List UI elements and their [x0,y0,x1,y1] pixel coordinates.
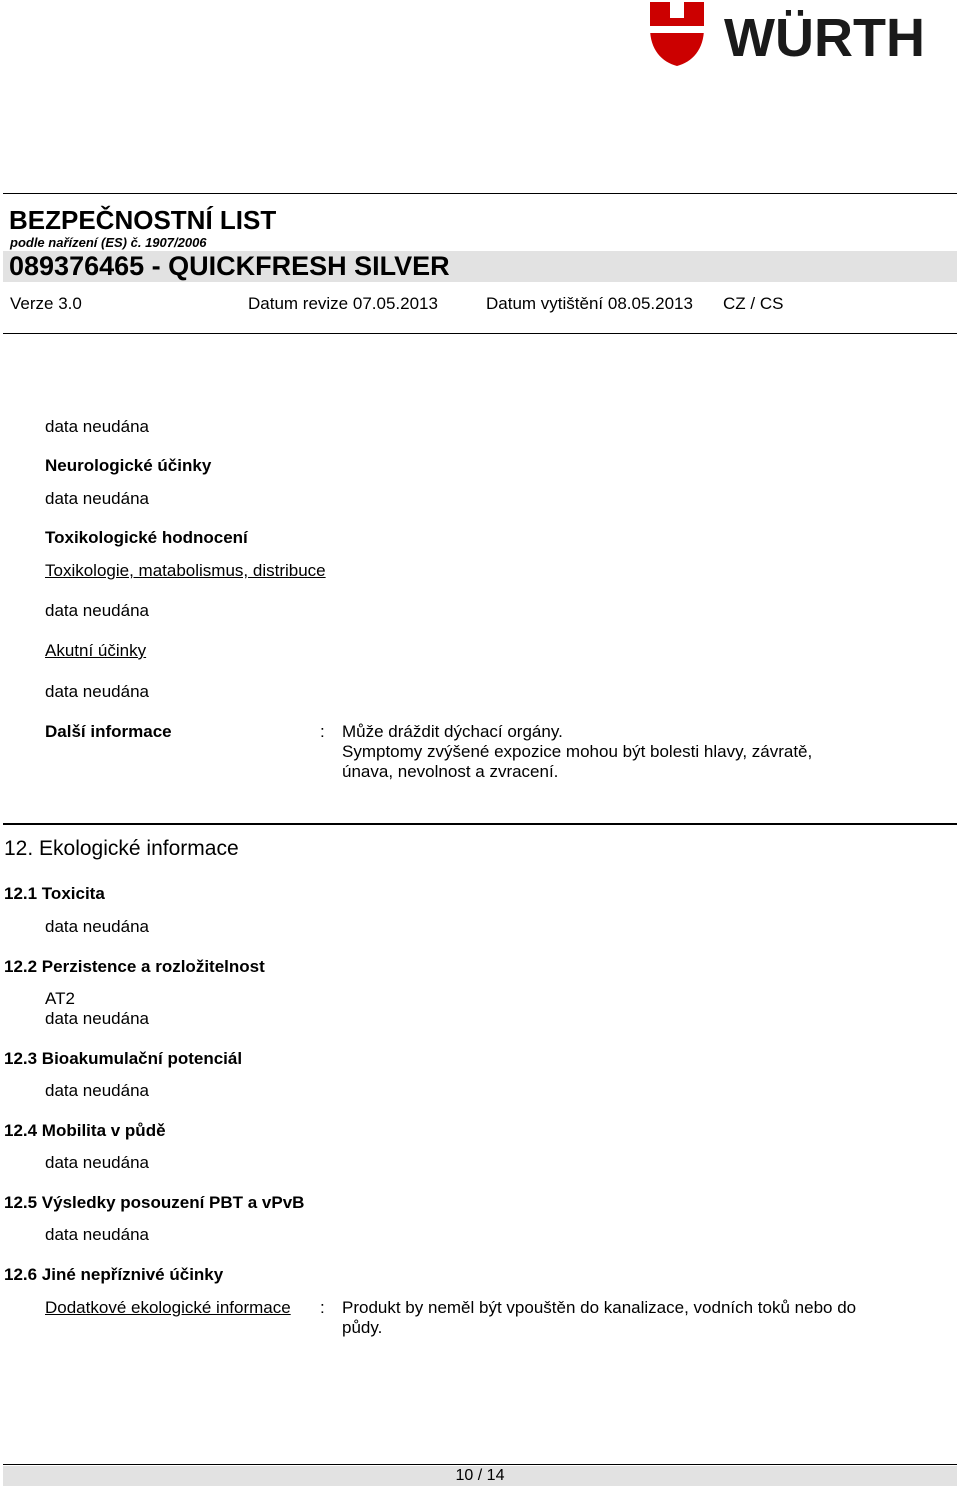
pbt-value: data neudána [45,1225,149,1244]
document-title: BEZPEČNOSTNÍ LIST [9,205,277,235]
further-info-separator: : [320,722,325,741]
toxicity-value: data neudána [45,917,149,936]
additional-eco-info-label: Dodatkové ekologické informace [45,1298,291,1317]
revision-date: Datum revize 07.05.2013 [248,294,438,313]
section-12-rule [3,823,957,825]
neuro-value: data neudána [45,489,149,508]
wurth-logo [648,0,960,75]
other-effects-heading: 12.6 Jiné nepříznivé účinky [4,1265,224,1284]
mobility-heading: 12.4 Mobilita v půdě [4,1121,166,1140]
persistence-heading: 12.2 Perzistence a rozložitelnost [4,957,265,976]
persistence-value-1: AT2 [45,989,75,1008]
additional-eco-info-line-1: Produkt by neměl být vpouštěn do kanalizace, vodních toků nebo do [342,1298,857,1317]
pbt-heading: 12.5 Výsledky posouzení PBT a vPvB [4,1193,305,1212]
additional-eco-info-line-2: půdy. [342,1318,383,1337]
wurth-emblem-icon [650,2,704,66]
wurth-logo-graphic [648,0,960,70]
additional-eco-info-separator: : [320,1298,325,1317]
toxicity-heading: 12.1 Toxicita [4,884,105,903]
header-top-rule [3,193,957,194]
further-info-line-3: únava, nevolnost a zvracení. [342,762,559,781]
info-value: data neudána [45,417,149,436]
bioaccumulation-heading: 12.3 Bioakumulační potenciál [4,1049,243,1068]
page-number: 10 / 14 [455,1467,505,1484]
tox-metab-heading: Toxikologie, matabolismus, distribuce [45,561,326,580]
document-subtitle: podle nařízení (ES) č. 1907/2006 [10,235,207,250]
wurth-wordmark: WÜRTH [724,8,925,68]
acute-value: data neudána [45,682,149,701]
header-bottom-rule [3,333,957,334]
further-info-line-1: Může dráždit dýchací orgány. [342,722,563,741]
locale: CZ / CS [723,294,784,313]
further-info-line-2: Symptomy zvýšené expozice mohou být bolesti hlavy, závratě, [342,742,813,761]
further-info-label: Další informace [45,722,172,741]
product-name: 089376465 - QUICKFRESH SILVER [9,251,450,281]
mobility-value: data neudána [45,1153,149,1172]
print-date: Datum vytištění 08.05.2013 [486,294,693,313]
neuro-heading: Neurologické účinky [45,456,212,475]
section-12-heading: 12. Ekologické informace [4,837,239,860]
footer-rule [3,1464,957,1465]
version: Verze 3.0 [10,294,82,313]
tox-metab-value: data neudána [45,601,149,620]
persistence-value-2: data neudána [45,1009,149,1028]
acute-heading: Akutní účinky [45,641,147,660]
bioaccumulation-value: data neudána [45,1081,149,1100]
tox-eval-heading: Toxikologické hodnocení [45,528,248,547]
